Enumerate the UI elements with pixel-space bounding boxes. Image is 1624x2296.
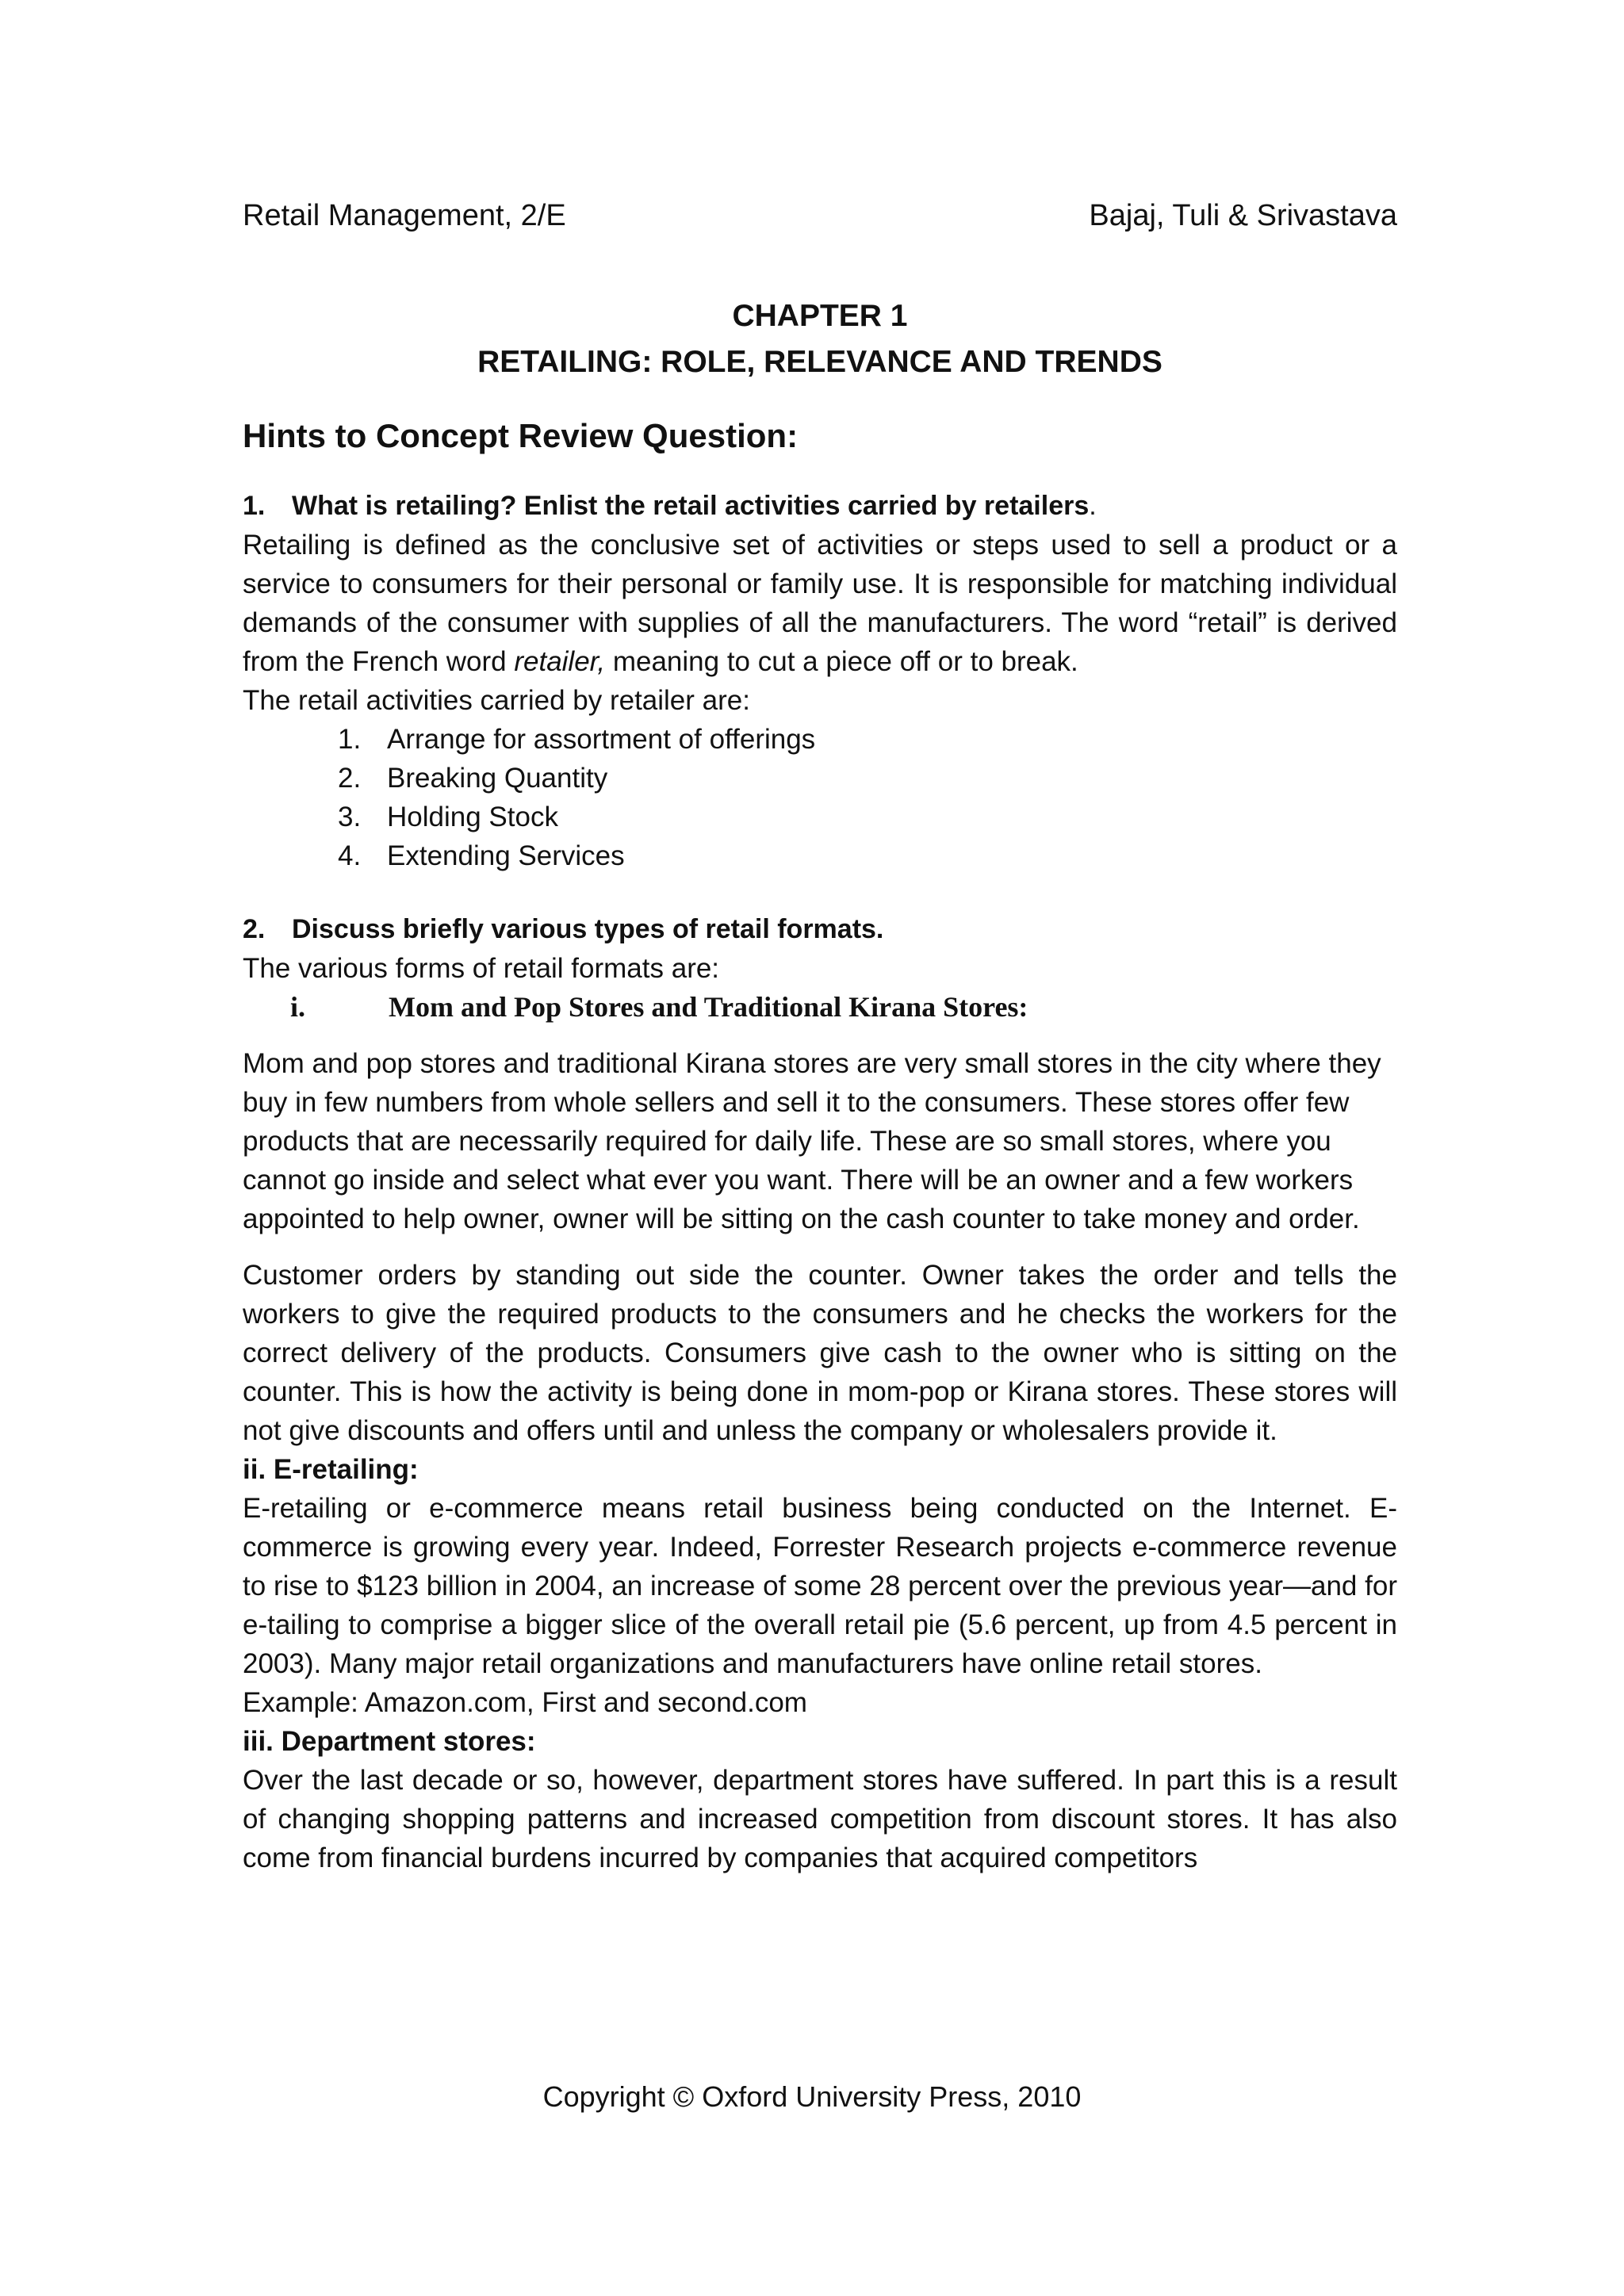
question-1-text: What is retailing? Enlist the retail activities carried by retailers (292, 491, 1090, 521)
question-2-text: Discuss briefly various types of retail formats. (292, 914, 884, 944)
running-header (243, 187, 1397, 244)
department-stores-paragraph: Over the last decade or so, however, department stores have suffered. In part this is a result of changing shopping patterns and increased competition from discount stores. It has also come from financial burdens incurred by companies that acquired competitors (243, 1765, 1397, 1873)
question-1-heading (243, 487, 1397, 526)
list-item-text: Arrange for assortment of offerings (387, 724, 816, 755)
document-page (243, 187, 1397, 1877)
subsection-title: Mom and Pop Stores and Traditional Kirana Stores: (389, 991, 1028, 1023)
list-item (243, 720, 1397, 759)
list-item (243, 836, 1397, 875)
mom-and-pop-paragraph-1: Mom and pop stores and traditional Kirana stores are very small stores in the city where they buy in few numbers from whole sellers and sell it to the consumers. These stores offer few products that are necessarily required for daily life. These are so small stores, where you cannot go inside and select what ever you want. There will be an owner and a few workers appointed to help owner, owner will be sitting on the cash counter to take money and order. (243, 1048, 1381, 1234)
question-1-answer (243, 526, 1397, 681)
activities-list (243, 720, 1397, 875)
subsection-mom-and-pop-heading (243, 988, 1397, 1027)
list-item-text: Holding Stock (387, 802, 558, 832)
subsection-department-stores-heading: iii. Department stores: (243, 1726, 536, 1757)
list-item-text: Breaking Quantity (387, 763, 608, 794)
subsection-number: i. (290, 991, 306, 1023)
answer-1-part-b: meaning to cut a piece off or to break. (605, 646, 1078, 677)
question-1-number: 1. (243, 491, 266, 521)
header-authors: Bajaj, Tuli & Srivastava (1089, 199, 1397, 232)
question-2-number: 2. (243, 914, 266, 944)
question-1-trail: . (1089, 491, 1097, 521)
list-item-number: 2. (338, 763, 362, 794)
list-item-number: 1. (338, 724, 362, 755)
chapter-title: RETAILING: ROLE, RELEVANCE AND TRENDS (477, 345, 1162, 379)
chapter-number: CHAPTER 1 (732, 299, 908, 333)
e-retailing-paragraph: E-retailing or e-commerce means retail business being conducted on the Internet. E-commerce is growing every year. Indeed, Forrester Research projects e-commerce revenue to rise to $123 billion in 2004, an increase of some 28 percent over the previous year—and for e-tailing to comprise a bigger slice of the overall retail pie (5.6 percent, up from 4.5 percent in 2003). Many major retail organizations and manufacturers have online retail stores. (243, 1493, 1397, 1679)
chapter-heading (243, 293, 1397, 385)
copyright-footer: Copyright © Oxford University Press, 2010 (542, 2080, 1082, 2113)
list-item-text: Extending Services (387, 840, 625, 871)
mom-and-pop-paragraph-2: Customer orders by standing out side the counter. Owner takes the order and tells the workers to give the required products to the consumers and he checks the workers for the correct delivery of the products. Consumers give cash to the owner who is sitting on the counter. This is how the activity is being done in mom-pop or Kirana stores. These stores will not give discounts and offers until and unless the company or wholesalers provide it. (243, 1260, 1397, 1446)
question-2-heading (243, 910, 1397, 949)
list-item (243, 759, 1397, 798)
e-retailing-example: Example: Amazon.com, First and second.com (243, 1687, 807, 1718)
answer-1-italic-word: retailer, (514, 646, 606, 677)
section-heading: Hints to Concept Review Question: (243, 417, 799, 454)
list-item-number: 3. (338, 802, 362, 832)
activities-intro: The retail activities carried by retailer are: (243, 685, 750, 716)
formats-intro: The various forms of retail formats are: (243, 953, 720, 984)
header-book-title: Retail Management, 2/E (243, 199, 566, 232)
subsection-e-retailing-heading: ii. E-retailing: (243, 1454, 419, 1485)
list-item (243, 798, 1397, 836)
list-item-number: 4. (338, 840, 362, 871)
answer-1-part-a: Retailing is defined as the conclusive set of activities or steps used to sell a product or a service to consumers for their personal or family use. It is responsible for matching individual demands of the consumer with supplies of all the manufacturers. The word “retail” is derived from the French word (243, 530, 1397, 677)
